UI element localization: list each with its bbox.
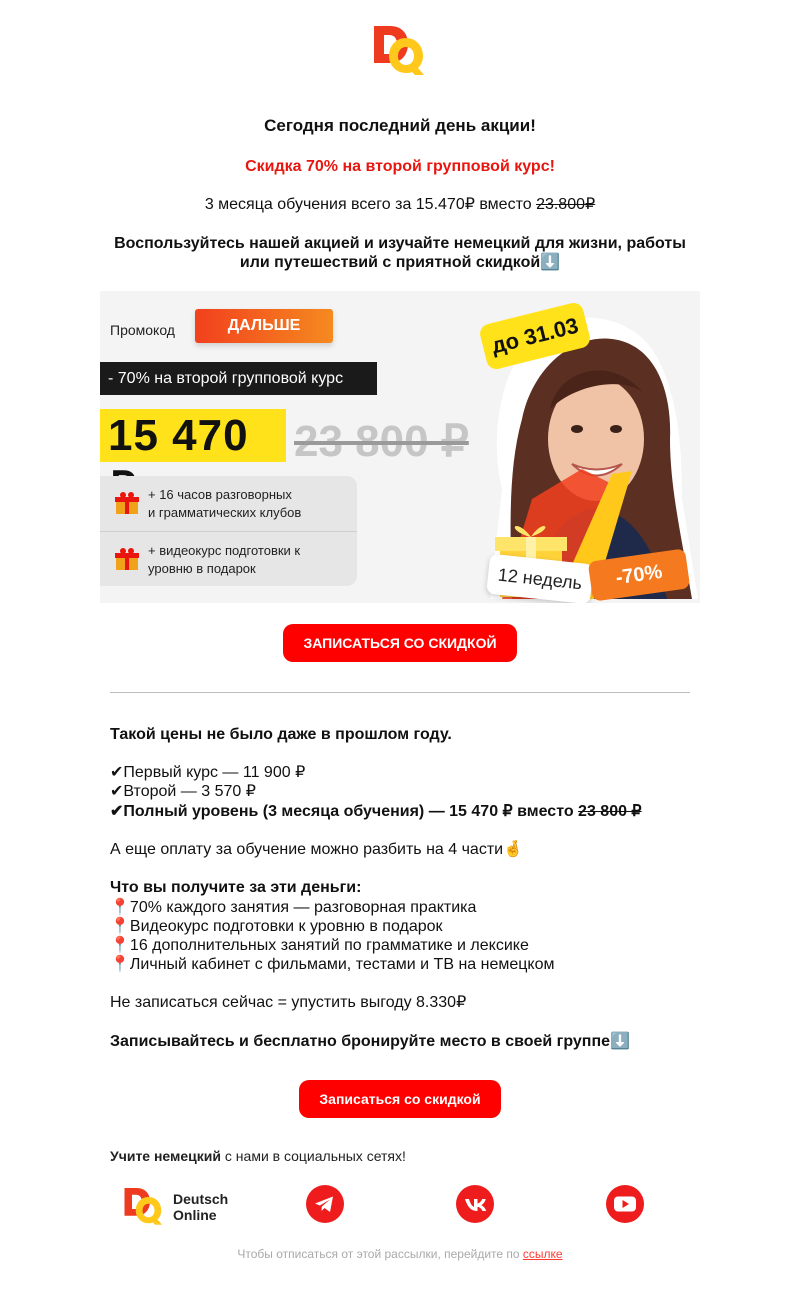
promo-banner[interactable] (100, 291, 700, 603)
price-item-full-level (110, 802, 642, 821)
youtube-icon[interactable] (606, 1185, 644, 1223)
social-intro-bold: Учите немецкий (110, 1148, 222, 1164)
full-level-old-price: 23 800 ₽ (578, 803, 642, 820)
perk-line: уровню в подарок (148, 561, 256, 576)
gift-icon (114, 490, 140, 516)
enroll-discount-button-secondary[interactable]: Записаться со скидкой (299, 1080, 501, 1118)
headline: Сегодня последний день акции! (264, 116, 536, 135)
price-line-prefix: 3 месяца обучения всего за 15.470₽ вместо (204, 196, 537, 213)
brand-name-line2: Online (173, 1207, 217, 1223)
missed-savings-text: Не записаться сейчас = упустить выгоду 8.330₽ (110, 994, 467, 1011)
enroll-discount-button[interactable]: ЗАПИСАТЬСЯ СО СКИДКОЙ (283, 624, 517, 662)
promo-code: ДАЛЬШЕ (195, 309, 333, 343)
deutsch-online-logo-mark (123, 1186, 165, 1226)
vk-glyph (456, 1185, 494, 1223)
benefit-item: 📍Личный кабинет с фильмами, тестами и ТВ на немецком (110, 956, 555, 973)
unsubscribe-text (0, 1247, 800, 1262)
perk-line: + 16 часов разговорных (148, 487, 292, 502)
perks-list (100, 476, 357, 586)
promo-description: - 70% на второй групповой курс (100, 362, 377, 395)
installment-text: А еще оплату за обучение можно разбить на 4 части🤞 (110, 841, 524, 858)
benefits-title: Что вы получите за эти деньги: (110, 879, 362, 896)
weeks-badge: 12 недель (486, 554, 594, 603)
promo-label: Промокод (110, 322, 175, 338)
price-item: ✔Первый курс — 11 900 ₽ (110, 764, 306, 781)
perk-text (148, 486, 301, 522)
telegram-icon[interactable] (306, 1185, 344, 1223)
footer-brand-logo[interactable] (123, 1186, 233, 1228)
banner-price-new: 15 470 (100, 409, 286, 462)
perk-item (100, 531, 357, 587)
price-line-old: 23.800₽ (536, 196, 596, 213)
cta-text-line2: или путешествий с приятной скидкой⬇️ (239, 254, 561, 271)
perk-line: и грамматических клубов (148, 505, 302, 520)
price-line (0, 195, 800, 214)
price-item: ✔Второй — 3 570 ₽ (110, 783, 256, 800)
vk-icon[interactable] (456, 1185, 494, 1223)
telegram-glyph (306, 1185, 344, 1223)
deadline-badge: до 31.03 (478, 301, 592, 371)
brand-name-line1: Deutsch (173, 1191, 229, 1207)
perk-item (100, 476, 357, 531)
banner-price-old: 23 800 ₽ (294, 417, 469, 466)
full-level-text: ✔Полный уровень (3 месяца обучения) — 15 470 ₽ вместо (110, 803, 579, 820)
benefit-item: 📍Видеокурс подготовки к уровню в подарок (110, 918, 443, 935)
social-intro (110, 1148, 406, 1165)
unsubscribe-prefix: Чтобы отписаться от этой рассылки, перейдите по (237, 1247, 523, 1261)
cta-text-line1: Воспользуйтесь нашей акцией и изучайте немецкий для жизни, работы (114, 235, 686, 252)
intro-text: Такой цены не было даже в прошлом году. (110, 726, 452, 743)
gift-icon (114, 546, 140, 572)
youtube-glyph (606, 1185, 644, 1223)
perk-line: + видеокурс подготовки к (148, 543, 301, 558)
booking-text: Записывайтесь и бесплатно бронируйте место в своей группе⬇️ (110, 1033, 630, 1050)
social-intro-rest: с нами в социальных сетях! (221, 1148, 406, 1164)
offer-title: Скидка 70% на второй групповой курс! (245, 158, 555, 175)
benefit-item: 📍16 дополнительных занятий по грамматике и лексике (110, 937, 529, 954)
unsubscribe-link[interactable]: ссылке (522, 1247, 563, 1261)
divider (110, 692, 690, 693)
discount-badge: -70% (588, 548, 691, 601)
benefit-item: 📍70% каждого занятия — разговорная практика (110, 899, 477, 916)
perk-text (148, 542, 300, 578)
deutsch-online-logo[interactable] (372, 24, 428, 76)
